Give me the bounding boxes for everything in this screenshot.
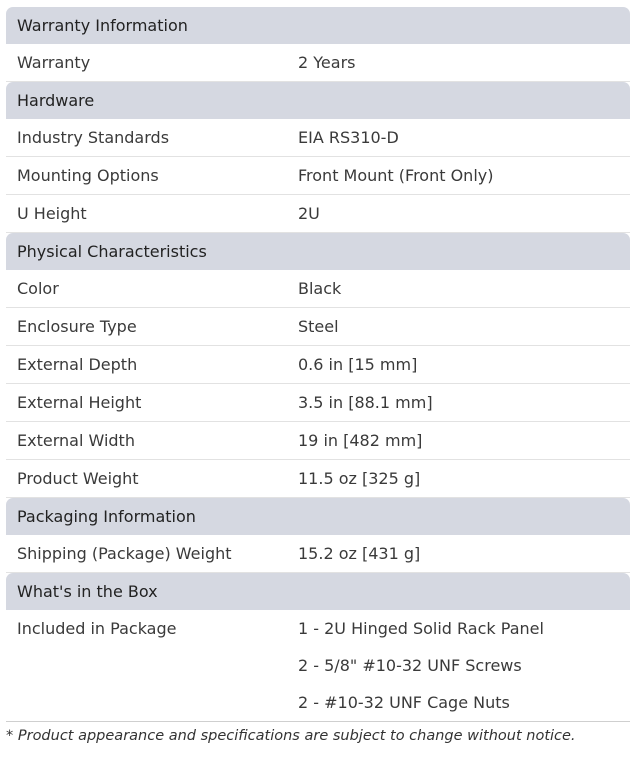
spec-row-industry-standards xyxy=(6,119,630,157)
spec-row-enclosure-type xyxy=(6,308,630,346)
spec-label: Shipping (Package) Weight xyxy=(17,544,232,563)
package-item-list xyxy=(298,610,630,721)
spec-value: Front Mount (Front Only) xyxy=(298,166,494,185)
spec-label: Included in Package xyxy=(17,619,177,638)
spec-value: 15.2 oz [431 g] xyxy=(298,544,421,563)
disclaimer-note: * Product appearance and specifications are subject to change without notice. xyxy=(6,728,576,744)
spec-value: 19 in [482 mm] xyxy=(298,431,423,450)
spec-row-mounting-options xyxy=(6,157,630,195)
spec-row-u-height xyxy=(6,195,630,233)
spec-row-product-weight xyxy=(6,460,630,498)
spec-row-shipping-weight xyxy=(6,535,630,573)
spec-row-external-width xyxy=(6,422,630,460)
spec-row-external-depth xyxy=(6,346,630,384)
spec-label: Product Weight xyxy=(17,469,139,488)
spec-value: 11.5 oz [325 g] xyxy=(298,469,421,488)
spec-value: 3.5 in [88.1 mm] xyxy=(298,393,433,412)
section-header-physical: Physical Characteristics xyxy=(6,233,630,270)
spec-value: 0.6 in [15 mm] xyxy=(298,355,418,374)
package-item: 2 - #10-32 UNF Cage Nuts xyxy=(298,693,510,712)
spec-label: External Width xyxy=(17,431,135,450)
specifications-table xyxy=(6,7,630,722)
spec-label: External Height xyxy=(17,393,142,412)
spec-value: Black xyxy=(298,279,342,298)
spec-label: Industry Standards xyxy=(17,128,170,147)
section-header-packaging: Packaging Information xyxy=(6,498,630,535)
spec-row-color xyxy=(6,270,630,308)
spec-label: U Height xyxy=(17,204,87,223)
section-header-hardware: Hardware xyxy=(6,82,630,119)
spec-label: Color xyxy=(17,279,59,298)
spec-value: 2U xyxy=(298,204,320,223)
spec-value: 2 Years xyxy=(298,53,356,72)
section-header-box-contents: What's in the Box xyxy=(6,573,630,610)
section-header-warranty: Warranty Information xyxy=(6,7,630,44)
spec-row-warranty xyxy=(6,44,630,82)
spec-row-external-height xyxy=(6,384,630,422)
spec-label: External Depth xyxy=(17,355,138,374)
package-item: 2 - 5/8" #10-32 UNF Screws xyxy=(298,656,522,675)
spec-value: Steel xyxy=(298,317,339,336)
spec-row-included-in-package xyxy=(6,610,630,722)
spec-label: Enclosure Type xyxy=(17,317,137,336)
spec-label: Warranty xyxy=(17,53,91,72)
package-item: 1 - 2U Hinged Solid Rack Panel xyxy=(298,619,544,638)
spec-label: Mounting Options xyxy=(17,166,159,185)
spec-value: EIA RS310-D xyxy=(298,128,399,147)
